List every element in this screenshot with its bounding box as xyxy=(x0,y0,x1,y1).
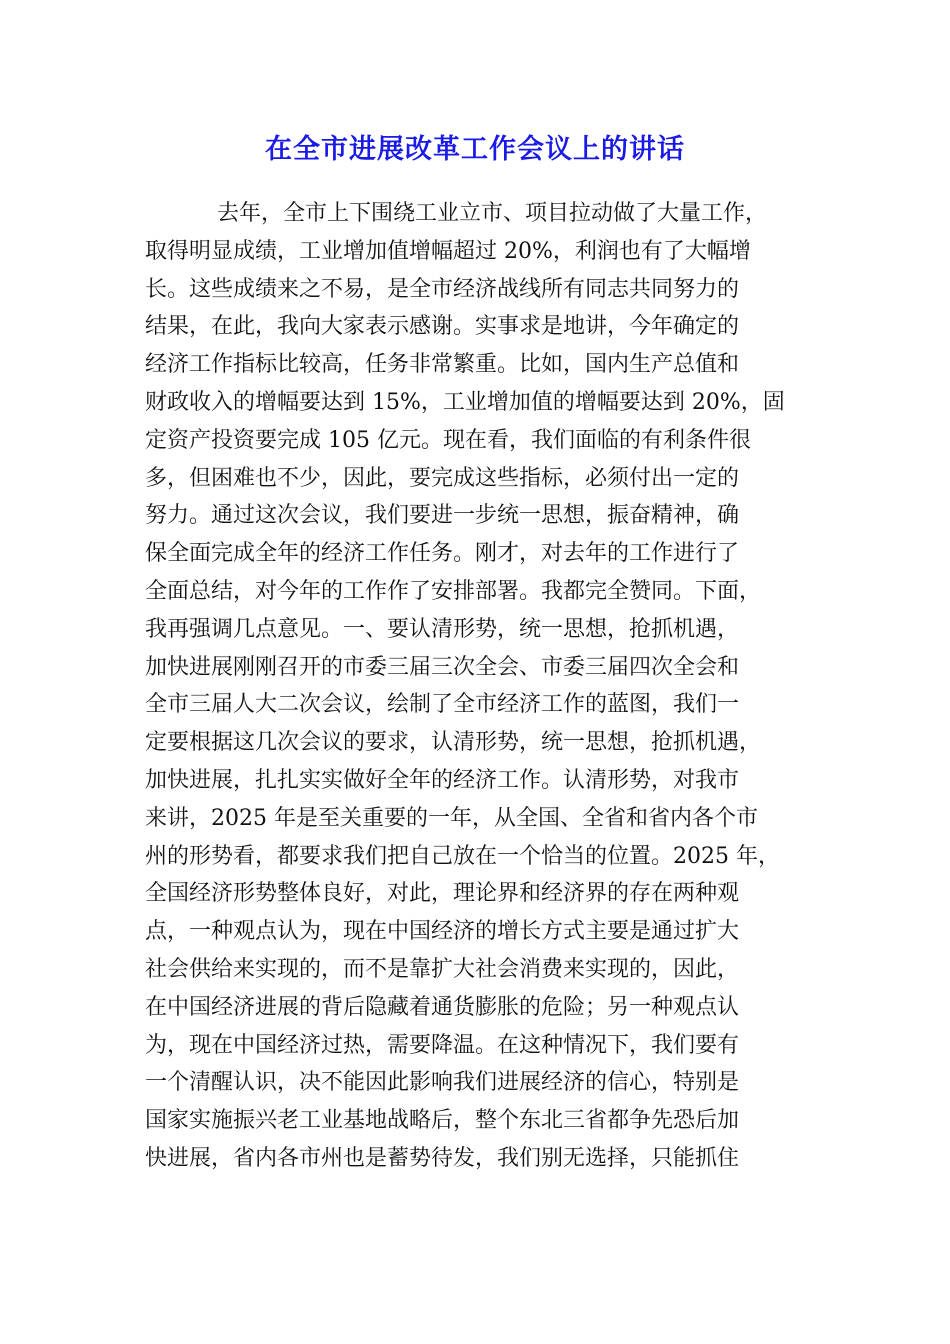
body-line: 为，现在中国经济过热，需要降温。在这种情况下，我们要有 xyxy=(145,1032,740,1058)
body-line: 去年，全市上下围绕工业立市、项目拉动做了大量工作， xyxy=(217,201,768,226)
body-line: 国家实施振兴老工业基地战略后，整个东北三省都争先恐后加 xyxy=(145,1108,740,1134)
body-line: 经济工作指标比较高，任务非常繁重。比如，国内生产总值和 xyxy=(145,352,740,378)
body-line: 长。这些成绩来之不易，是全市经济战线所有同志共同努力的 xyxy=(145,276,740,302)
body-line: 全面总结，对今年的工作作了安排部署。我都完全赞同。下面， xyxy=(145,578,762,604)
body-line: 在中国经济进展的背后隐藏着通货膨胀的危险；另一种观点认 xyxy=(145,994,740,1020)
body-line: 来讲，2025 年是至关重要的一年，从全国、全省和省内各个市 xyxy=(145,805,758,831)
body-line: 快进展，省内各市州也是蓄势待发，我们别无选择，只能抓住 xyxy=(145,1145,740,1171)
body-line: 结果，在此，我向大家表示感谢。实事求是地讲，今年确定的 xyxy=(145,314,740,340)
body-line: 全国经济形势整体良好，对此，理论界和经济界的存在两种观 xyxy=(145,881,740,907)
body-line: 全市三届人大二次会议，绘制了全市经济工作的蓝图，我们一 xyxy=(145,692,740,718)
body-line: 财政收入的增幅要达到 15%，工业增加值的增幅要达到 20%，固 xyxy=(145,389,785,415)
body-line: 我再强调几点意见。一、要认清形势，统一思想，抢抓机遇， xyxy=(145,616,740,642)
body-line: 一个清醒认识，决不能因此影响我们进展经济的信心，特别是 xyxy=(145,1070,740,1096)
body-line: 多，但困难也不少，因此，要完成这些指标，必须付出一定的 xyxy=(145,465,740,491)
body-line: 取得明显成绩，工业增加值增幅超过 20%，利润也有了大幅增 xyxy=(145,238,751,264)
body-line: 定要根据这几次会议的要求，认清形势，统一思想，抢抓机遇， xyxy=(145,730,762,756)
body-line: 定资产投资要完成 105 亿元。现在看，我们面临的有利条件很 xyxy=(145,427,751,453)
document-title: 在全市进展改革工作会议上的讲话 xyxy=(265,134,685,165)
document-body xyxy=(145,195,815,1178)
body-line: 州的形势看，都要求我们把自己放在一个恰当的位置。2025 年， xyxy=(145,843,780,869)
body-line: 加快进展刚刚召开的市委三届三次全会、市委三届四次全会和 xyxy=(145,654,740,680)
body-line: 加快进展，扎扎实实做好全年的经济工作。认清形势，对我市 xyxy=(145,767,740,793)
body-line: 努力。通过这次会议，我们要进一步统一思想，振奋精神，确 xyxy=(145,503,740,529)
body-line: 保全面完成全年的经济工作任务。刚才，对去年的工作进行了 xyxy=(145,541,740,567)
body-line: 社会供给来实现的，而不是靠扩大社会消费来实现的，因此， xyxy=(145,956,740,982)
body-line: 点，一种观点认为，现在中国经济的增长方式主要是通过扩大 xyxy=(145,919,740,945)
